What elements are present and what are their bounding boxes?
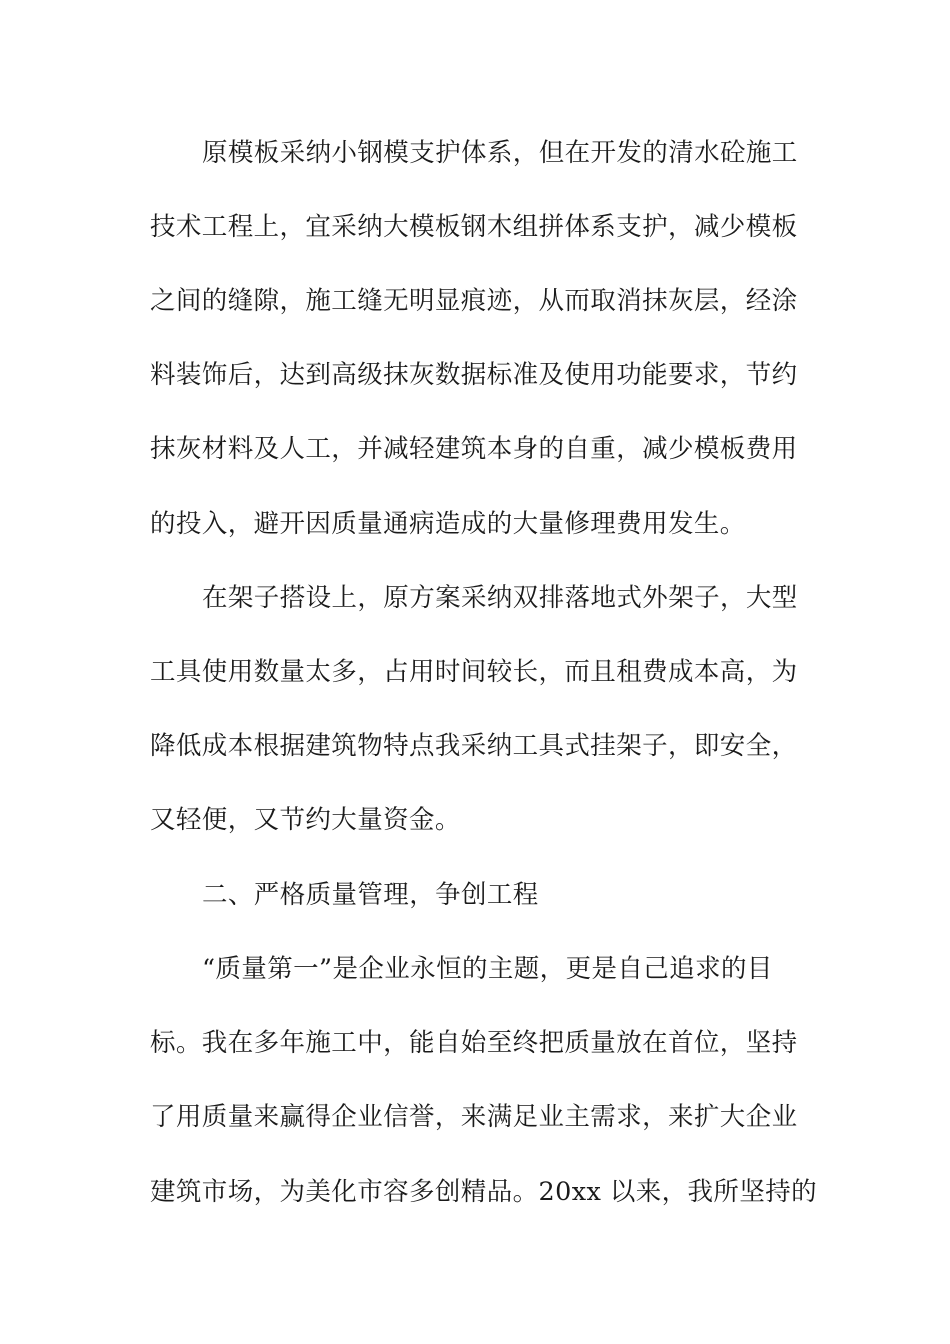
paragraph-1-line-5: 抹灰材料及人工，并减轻建筑本身的自重，减少模板费用 [150,434,798,464]
paragraph-3-line-3: 了用质量来赢得企业信誉，来满足业主需求，来扩大企业 [150,1102,798,1132]
paragraph-1-line-6: 的投入，避开因质量通病造成的大量修理费用发生。 [150,509,746,539]
paragraph-3-line-1: “质量第一”是企业永恒的主题，更是自己追求的目 [202,954,773,984]
paragraph-3-line-4: 建筑市场，为美化市容多创精品。20xx 以来，我所坚持的 [150,1177,818,1207]
paragraph-1-line-2: 技术工程上，宜采纳大模板钢木组拼体系支护，减少模板 [150,212,798,242]
paragraph-2-line-4: 又轻便，又节约大量资金。 [150,805,461,835]
paragraph-1-line-1: 原模板采纳小钢模支护体系，但在开发的清水砼施工 [202,138,798,168]
paragraph-1-line-3: 之间的缝隙，施工缝无明显痕迹，从而取消抹灰层，经涂 [150,286,798,316]
paragraph-2-line-1: 在架子搭设上，原方案采纳双排落地式外架子，大型 [202,583,798,613]
paragraph-1-line-4: 料装饰后，达到高级抹灰数据标准及使用功能要求，节约 [150,360,798,390]
paragraph-2-line-3: 降低成本根据建筑物特点我采纳工具式挂架子，即安全， [150,731,798,761]
paragraph-3-line-2: 标。我在多年施工中，能自始至终把质量放在首位，坚持 [150,1028,798,1058]
section-heading: 二、严格质量管理，争创工程 [202,880,539,910]
paragraph-2-line-2: 工具使用数量太多，占用时间较长，而且租费成本高，为 [150,657,798,687]
